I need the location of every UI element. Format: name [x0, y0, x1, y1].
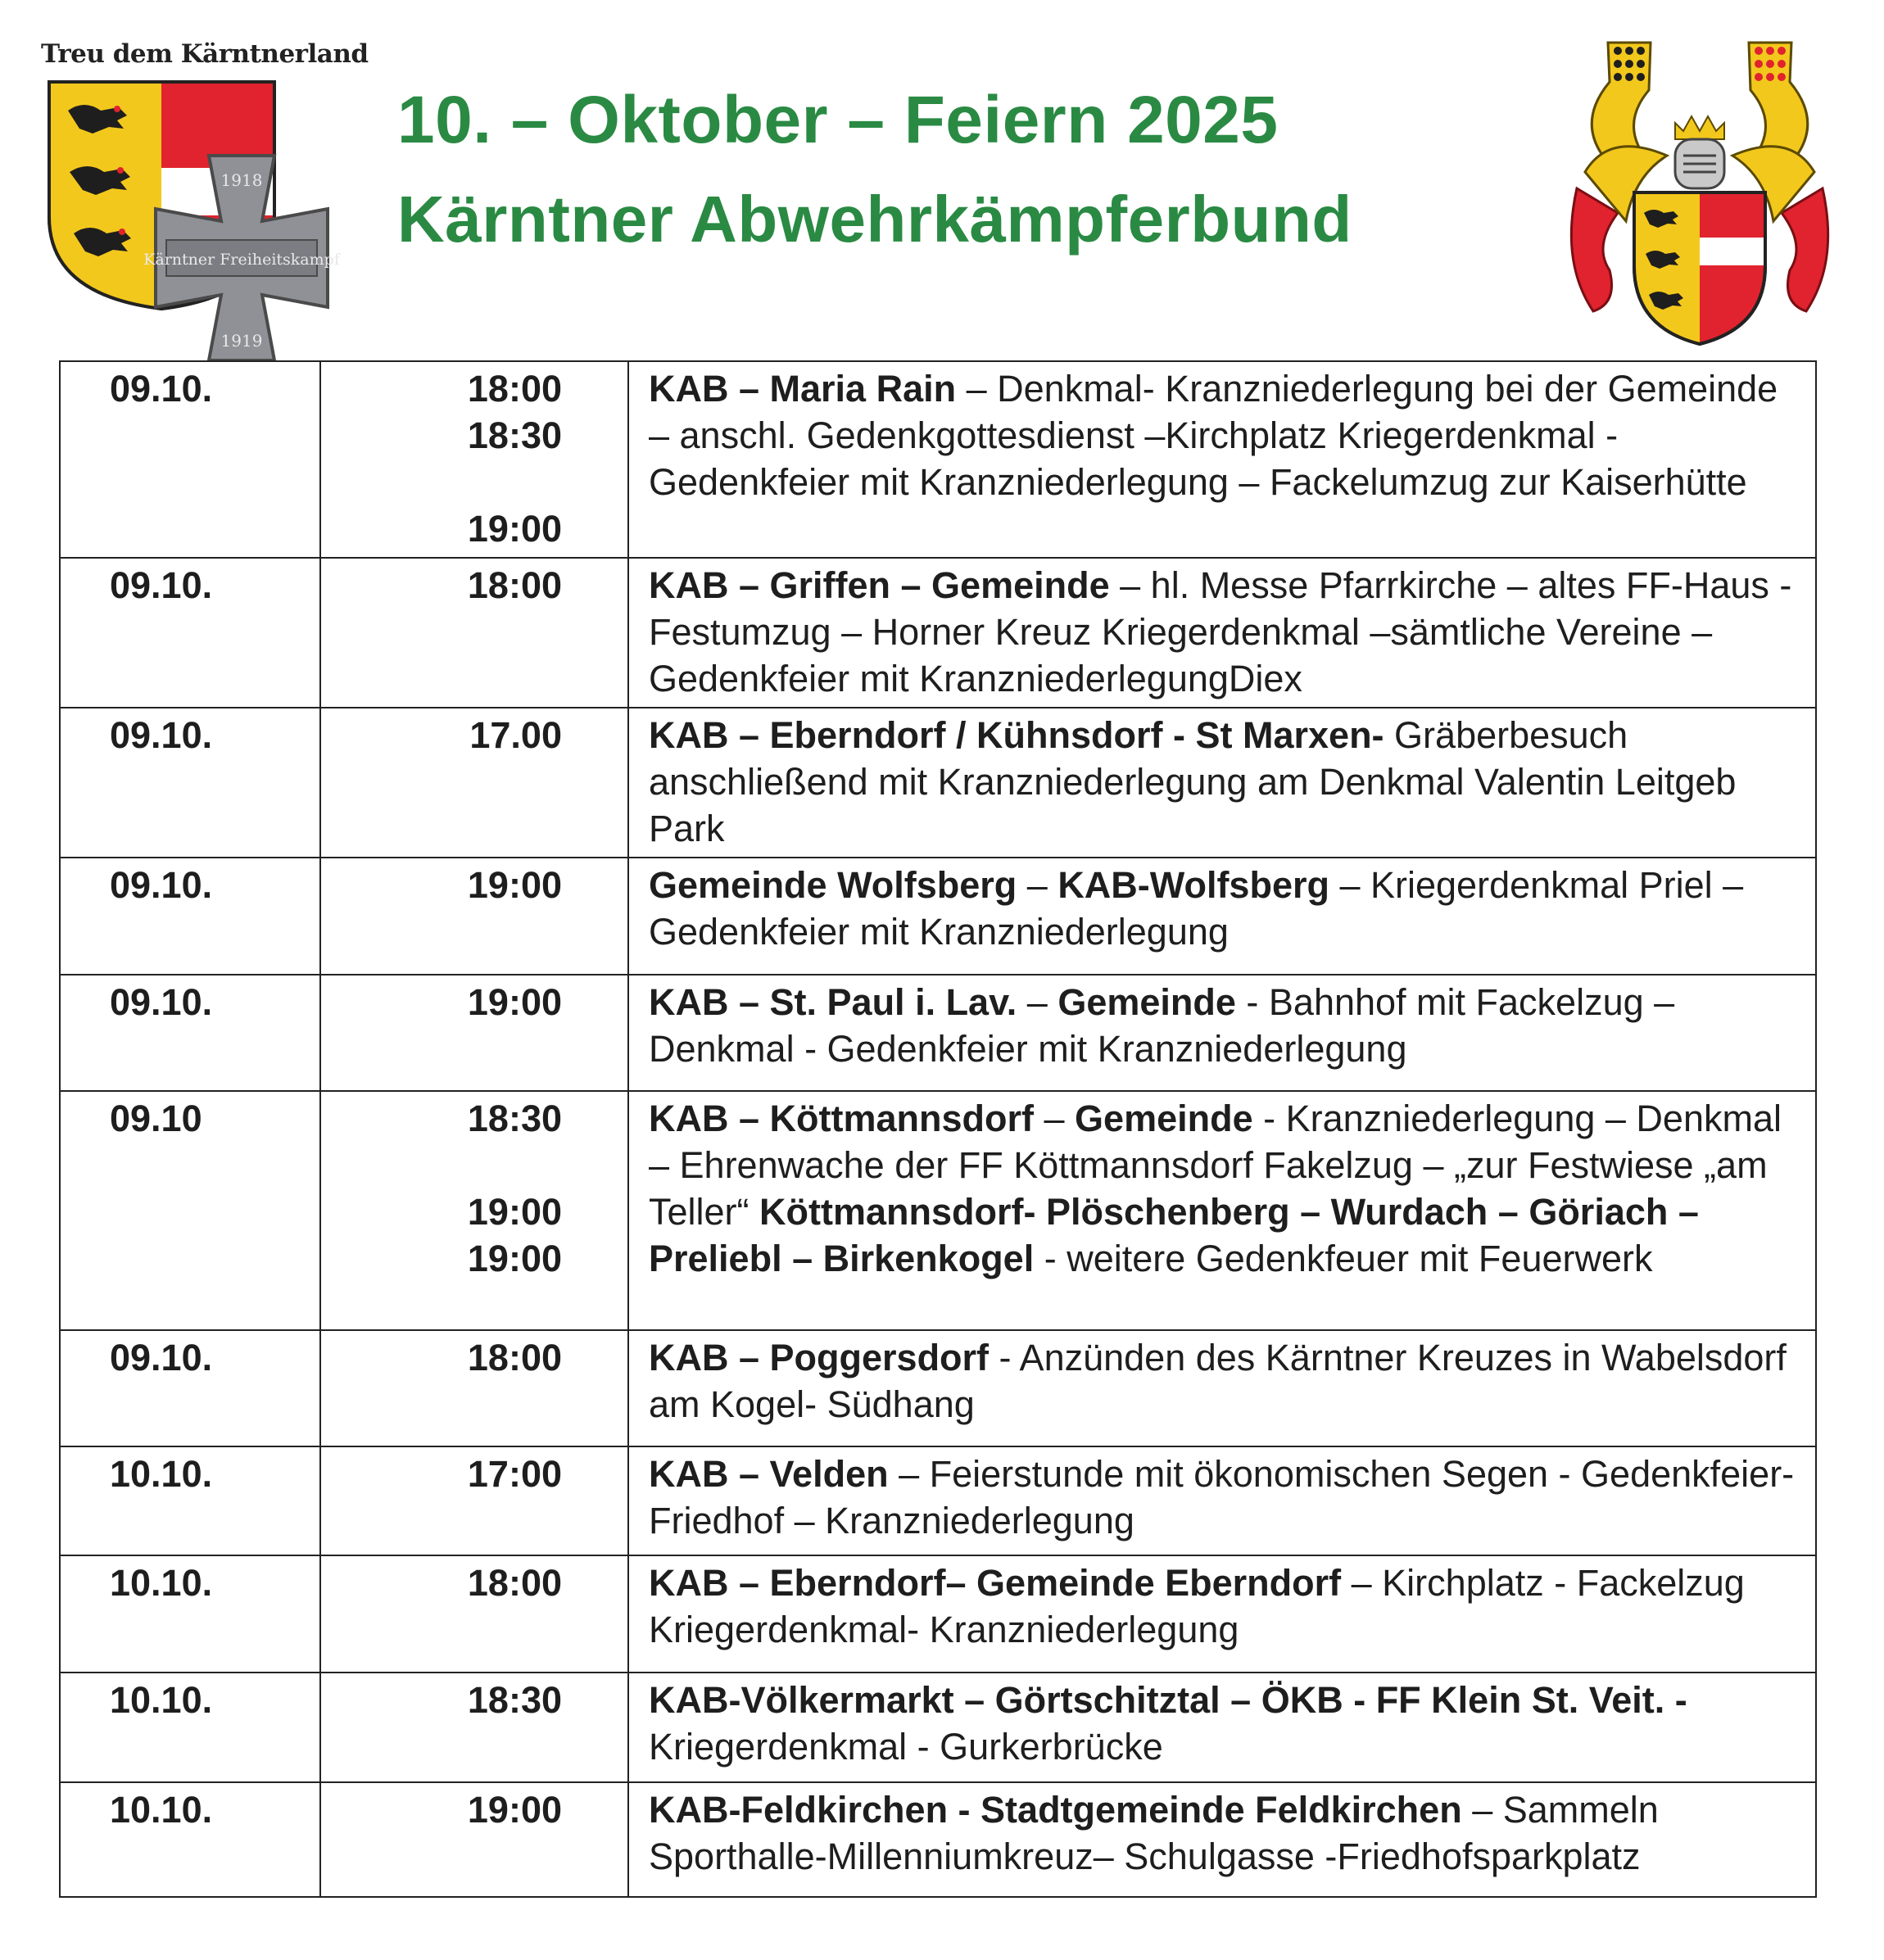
event-date: 09.10. — [60, 361, 320, 558]
page-subtitle: Kärntner Abwehrkämpferbund — [397, 183, 1352, 256]
event-detail-text: Gräberbesuch anschließend mit Kranzniederlegung am Denkmal Valentin Leitgeb Park — [649, 714, 1737, 849]
event-date: 10.10. — [60, 1782, 320, 1897]
event-organizer-text: KAB – Poggersdorf — [649, 1337, 990, 1378]
event-description — [628, 1673, 1816, 1782]
event-row — [60, 1782, 1816, 1897]
event-row — [60, 1091, 1816, 1330]
event-description — [628, 1555, 1816, 1673]
event-time — [341, 1142, 562, 1188]
event-detail-text: - Kranzniederlegung – Denkmal – Ehrenwache der FF Köttmannsdorf Fakelzug – „zur Festwiese „am Teller“ — [649, 1098, 1782, 1233]
event-time: 17.00 — [469, 714, 562, 756]
event-row — [60, 708, 1816, 858]
event-time: 18:30 — [467, 1679, 562, 1721]
event-organizer-text: KAB – Velden — [649, 1453, 889, 1495]
event-times — [320, 975, 628, 1091]
event-description — [628, 1091, 1816, 1330]
event-description — [628, 975, 1816, 1091]
event-times — [320, 1782, 628, 1897]
event-row — [60, 1330, 1816, 1446]
event-description — [628, 858, 1816, 975]
event-detail-text: – Sammeln Sporthalle-Millenniumkreuz– Schulgasse -Friedhofsparkplatz — [649, 1789, 1659, 1877]
event-organizer-text: KAB-Feldkirchen - Stadtgemeinde Feldkirchen — [649, 1789, 1462, 1831]
event-organizer-text: KAB – St. Paul i. Lav. — [649, 981, 1017, 1023]
events-table — [59, 360, 1817, 1898]
event-date: 10.10. — [60, 1555, 320, 1673]
event-times — [320, 1091, 628, 1330]
event-detail-text: - Anzünden des Kärntner Kreuzes in Wabelsdorf am Kogel- Südhang — [649, 1337, 1787, 1425]
motto-text: Treu dem Kärntnerland — [41, 39, 369, 69]
event-row — [60, 975, 1816, 1091]
event-date: 09.10. — [60, 858, 320, 975]
event-row — [60, 1446, 1816, 1555]
event-times — [320, 1555, 628, 1673]
event-row — [60, 1673, 1816, 1782]
event-description — [628, 361, 1816, 558]
event-detail-text: – Feierstunde mit ökonomischen Segen - Gedenkfeier- Friedhof – Kranzniederlegung — [649, 1453, 1795, 1541]
event-date: 09.10. — [60, 1330, 320, 1446]
event-time: 19:00 — [467, 864, 562, 906]
event-time: 19:00 — [467, 1789, 562, 1831]
event-description — [628, 708, 1816, 858]
event-times — [320, 708, 628, 858]
event-row — [60, 1555, 1816, 1673]
event-detail-text: - weitere Gedenkfeuer mit Feuerwerk — [1034, 1238, 1653, 1279]
event-detail-text: – — [1017, 981, 1058, 1023]
event-detail-text: – — [1017, 864, 1058, 906]
event-organizer-text: KAB-Wolfsberg — [1057, 864, 1329, 906]
event-time: 19:00 — [467, 981, 562, 1023]
event-times — [320, 1673, 628, 1782]
page-title: 10. – Oktober – Feiern 2025 — [397, 83, 1279, 157]
event-detail-text: – hl. Messe Pfarrkirche – altes FF-Haus - Festumzug – Horner Kreuz Kriegerdenkmal –sämtliche Vereine – Gedenkfeier mit KranzniederlegungDiex — [649, 564, 1792, 699]
event-time: 18:30 — [467, 414, 562, 456]
carinthia-coat-of-arms-emblem — [1560, 33, 1839, 352]
event-row — [60, 558, 1816, 708]
event-time: 18:30 — [467, 1098, 562, 1139]
event-times — [320, 1446, 628, 1555]
carinthia-shield-with-cross-emblem — [45, 78, 365, 351]
event-date: 09.10. — [60, 708, 320, 858]
event-organizer-text: KAB – Eberndorf / Kühnsdorf - St Marxen- — [649, 714, 1384, 756]
event-organizer-text: Köttmannsdorf- Plöschenberg – Wurdach – Göriach – Preliebl – Birkenkogel — [649, 1191, 1699, 1279]
event-detail-text: – Kriegerdenkmal Priel – Gedenkfeier mit Kranzniederlegung — [649, 864, 1744, 953]
event-times — [320, 361, 628, 558]
cross-year-top: 1918 — [220, 170, 263, 190]
event-organizer-text: Gemeinde — [1057, 981, 1236, 1023]
event-time: 19:00 — [467, 508, 562, 550]
event-times — [320, 558, 628, 708]
event-description — [628, 1782, 1816, 1897]
event-organizer-text: KAB – Köttmannsdorf — [649, 1098, 1034, 1139]
event-times — [320, 858, 628, 975]
event-description — [628, 1446, 1816, 1555]
event-organizer-text: KAB – Eberndorf– Gemeinde Eberndorf — [649, 1562, 1342, 1604]
event-date: 09.10. — [60, 558, 320, 708]
cross-year-bottom: 1919 — [220, 331, 263, 351]
event-detail-text: – Kirchplatz - Fackelzug Kriegerdenkmal- Kranzniederlegung — [649, 1562, 1745, 1650]
event-description — [628, 558, 1816, 708]
event-description — [628, 1330, 1816, 1446]
event-time: 17:00 — [467, 1453, 562, 1495]
event-time: 18:00 — [467, 1337, 562, 1378]
event-date: 10.10. — [60, 1446, 320, 1555]
event-time: 19:00 — [467, 1238, 562, 1279]
event-detail-text: Kriegerdenkmal - Gurkerbrücke — [649, 1726, 1163, 1768]
event-organizer-text: Gemeinde Wolfsberg — [649, 864, 1017, 906]
event-organizer-text: KAB – Maria Rain — [649, 368, 957, 410]
event-organizer-text: Gemeinde — [1075, 1098, 1253, 1139]
event-date: 09.10. — [60, 975, 320, 1091]
page-header — [0, 0, 1884, 352]
event-time — [341, 459, 562, 505]
event-date: 10.10. — [60, 1673, 320, 1782]
event-organizer-text: KAB – Griffen – Gemeinde — [649, 564, 1110, 606]
event-row — [60, 858, 1816, 975]
cross-inscription: Kärntner Freiheitskampf — [143, 251, 340, 269]
event-detail-text: – Denkmal- Kranzniederlegung bei der Gemeinde – anschl. Gedenkgottesdienst –Kirchplatz Kriegerdenkmal - Gedenkfeier mit Kranzniederlegung – Fackelumzug zur Kaiserhütte — [649, 368, 1778, 503]
event-time: 19:00 — [467, 1191, 562, 1233]
event-time: 18:00 — [467, 564, 562, 606]
event-date: 09.10 — [60, 1091, 320, 1330]
event-detail-text: – — [1034, 1098, 1076, 1139]
event-row — [60, 361, 1816, 558]
event-organizer-text: KAB-Völkermarkt – Görtschitztal – ÖKB - FF Klein St. Veit. - — [649, 1679, 1687, 1721]
event-detail-text: - Bahnhof mit Fackelzug – Denkmal - Gedenkfeier mit Kranzniederlegung — [649, 981, 1675, 1070]
event-time: 18:00 — [467, 1562, 562, 1604]
event-times — [320, 1330, 628, 1446]
event-time: 18:00 — [467, 368, 562, 410]
